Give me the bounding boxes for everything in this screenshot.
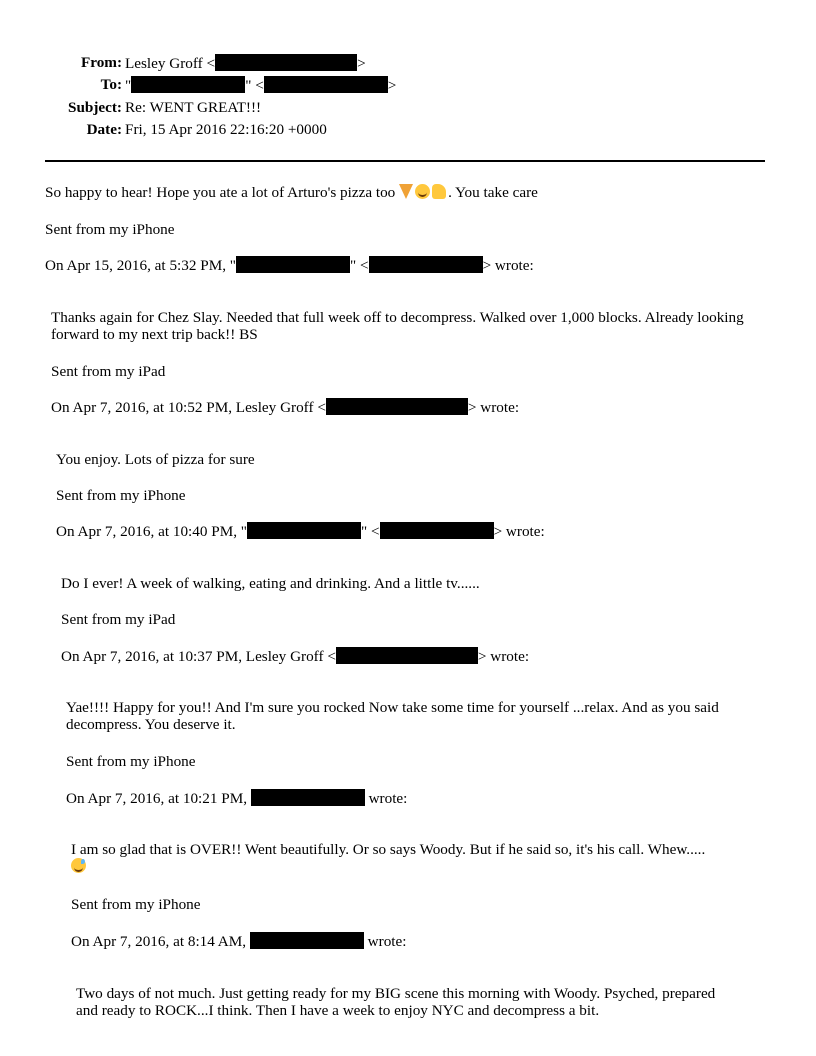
subject-value: Re: WENT GREAT!!! bbox=[125, 99, 262, 116]
attribution-text: On Apr 7, 2016, at 10:21 PM, bbox=[66, 790, 251, 807]
redaction-box bbox=[326, 398, 468, 415]
message-body bbox=[45, 184, 538, 201]
attribution-text: On Apr 7, 2016, at 10:52 PM, Lesley Groff < bbox=[51, 399, 326, 416]
redaction-box bbox=[131, 76, 245, 93]
to-mid: " < bbox=[245, 77, 264, 94]
quote-attribution bbox=[56, 522, 545, 540]
attribution-text: On Apr 15, 2016, at 5:32 PM, " bbox=[45, 257, 236, 274]
attribution-tail: > wrote: bbox=[477, 648, 530, 665]
redaction-box bbox=[236, 256, 350, 273]
message-text: I am so glad that is OVER!! Went beautifully. Or so says Woody. But if he said so, it's his call. Whew..... bbox=[71, 841, 706, 858]
message-body: Yae!!!! Happy for you!! And I'm sure you rocked Now take some time for yourself ...relax. And as you said decompress. You deserve it. bbox=[66, 699, 719, 733]
redaction-box bbox=[336, 647, 478, 664]
redaction-box bbox=[215, 54, 357, 71]
signature: Sent from my iPhone bbox=[71, 896, 201, 913]
attribution-mid: " < bbox=[350, 257, 369, 274]
redaction-box bbox=[247, 522, 361, 539]
to-value bbox=[125, 76, 396, 94]
message-body bbox=[71, 841, 761, 875]
subject-label: Subject: bbox=[68, 99, 122, 116]
message-body: Two days of not much. Just getting ready for my BIG scene this morning with Woody. Psyched, prepared and ready to ROCK...I think. Then I have a week to enjoy NYC and decompress a bit. bbox=[76, 985, 716, 1019]
quote-attribution bbox=[66, 789, 407, 807]
from-name: Lesley Groff < bbox=[125, 55, 216, 72]
attribution-text: On Apr 7, 2016, at 8:14 AM, bbox=[71, 933, 250, 950]
attribution-tail: wrote: bbox=[363, 933, 407, 950]
attribution-tail: > wrote: bbox=[493, 523, 545, 540]
message-body: You enjoy. Lots of pizza for sure bbox=[56, 451, 255, 468]
quote-attribution bbox=[61, 647, 529, 665]
smiling-face-icon bbox=[415, 184, 430, 199]
attribution-tail: > wrote: bbox=[467, 399, 520, 416]
thumbs-up-icon bbox=[432, 184, 446, 199]
quote-attribution bbox=[51, 398, 519, 416]
message-text: So happy to hear! Hope you ate a lot of Arturo's pizza too bbox=[45, 184, 400, 201]
attribution-text: On Apr 7, 2016, at 10:37 PM, Lesley Groff < bbox=[61, 648, 336, 665]
redaction-box bbox=[250, 932, 364, 949]
message-body: Do I ever! A week of walking, eating and drinking. And a little tv...... bbox=[61, 575, 480, 592]
signature: Sent from my iPad bbox=[51, 363, 166, 380]
sweat-smile-icon bbox=[71, 858, 86, 873]
attribution-tail: wrote: bbox=[364, 790, 408, 807]
attribution-tail: > wrote: bbox=[482, 257, 534, 274]
from-label: From: bbox=[80, 54, 122, 71]
date-label: Date: bbox=[86, 121, 122, 138]
header-divider bbox=[45, 160, 765, 162]
redaction-box bbox=[369, 256, 483, 273]
from-suffix: > bbox=[357, 55, 366, 72]
to-suffix: > bbox=[387, 77, 397, 94]
message-text-tail: . You take care bbox=[448, 184, 538, 201]
to-label: To: bbox=[100, 76, 122, 93]
redaction-box bbox=[264, 76, 388, 93]
to-open-quote: " bbox=[125, 77, 132, 94]
signature: Sent from my iPhone bbox=[66, 753, 196, 770]
message-body: Thanks again for Chez Slay. Needed that full week off to decompress. Walked over 1,000 blocks. Already looking forward to my next trip back!! BS bbox=[51, 309, 744, 343]
attribution-text: On Apr 7, 2016, at 10:40 PM, " bbox=[56, 523, 247, 540]
from-value bbox=[125, 54, 366, 72]
pizza-icon bbox=[399, 184, 413, 199]
redaction-box bbox=[380, 522, 494, 539]
signature: Sent from my iPhone bbox=[45, 221, 175, 238]
redaction-box bbox=[251, 789, 365, 806]
quote-attribution bbox=[45, 256, 534, 274]
signature: Sent from my iPad bbox=[61, 611, 176, 628]
signature: Sent from my iPhone bbox=[56, 487, 186, 504]
quote-attribution bbox=[71, 932, 406, 950]
attribution-mid: " < bbox=[361, 523, 380, 540]
date-value: Fri, 15 Apr 2016 22:16:20 +0000 bbox=[125, 121, 327, 138]
